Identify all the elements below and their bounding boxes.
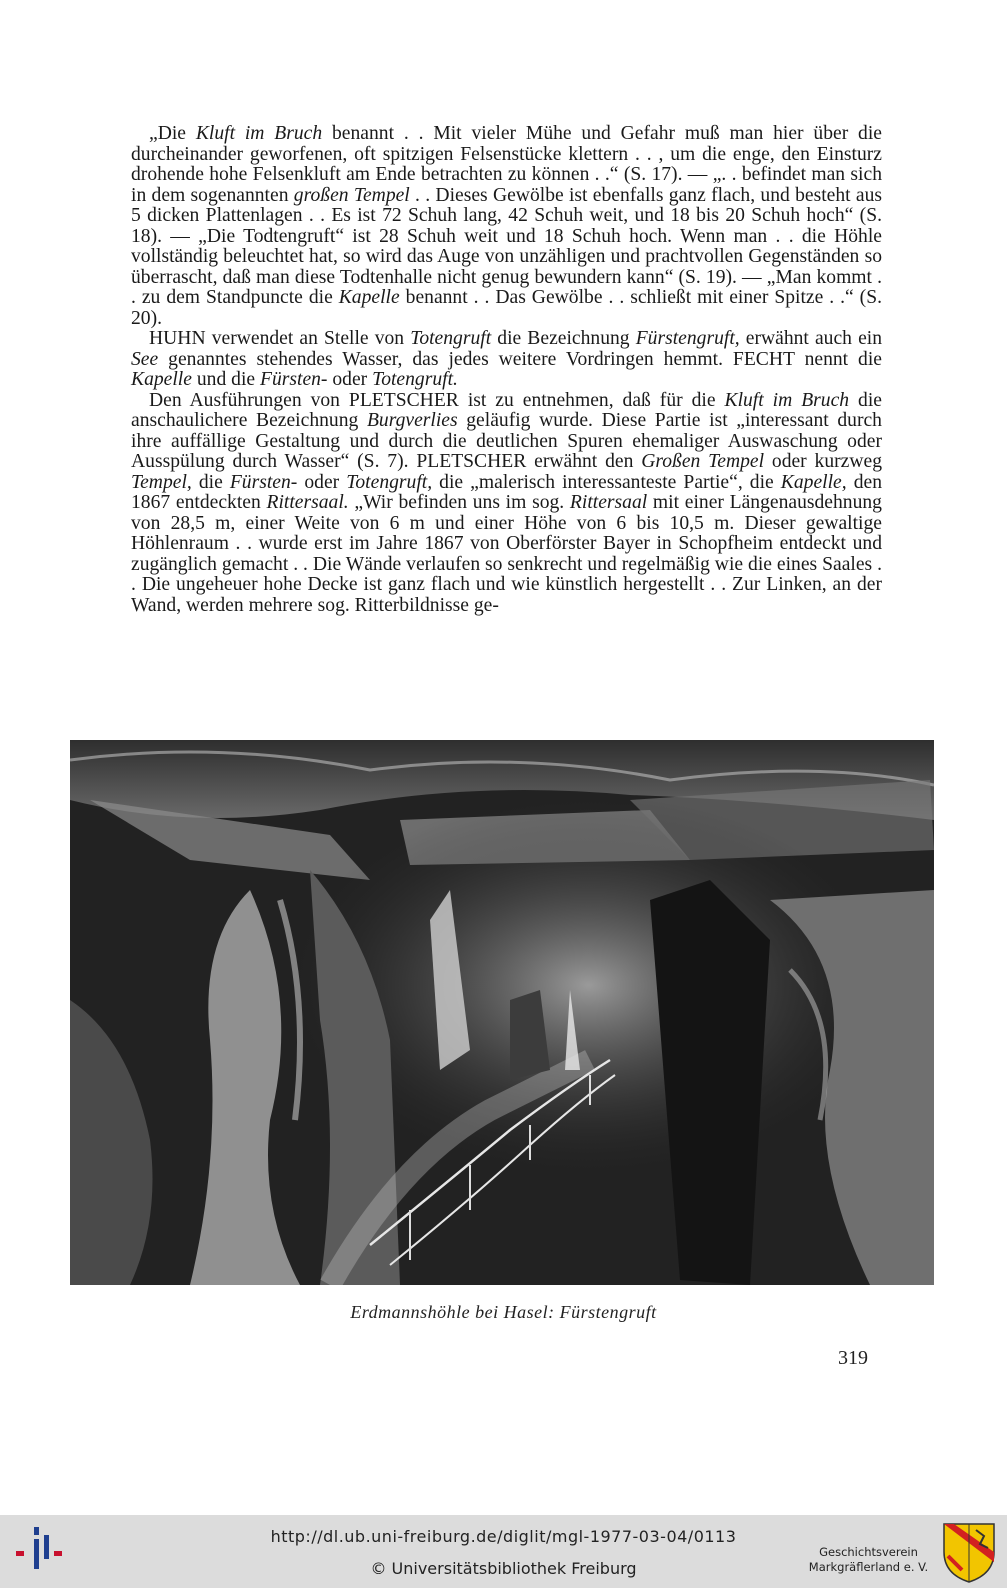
- text-run: benannt . . Das Gewölbe . . schließt mit einer Spitze . .“ (S. 20).: [131, 287, 882, 329]
- italic-term: Totengruft,: [346, 471, 433, 493]
- text-run: die anschaulichere Bezeichnung: [131, 389, 882, 431]
- italic-term: Fürstengruft,: [635, 328, 740, 349]
- italic-term: Tempel,: [131, 471, 192, 493]
- text-run: „Die: [149, 123, 196, 144]
- figure-caption: Erdmannshöhle bei Hasel: Fürstengruft: [350, 1302, 657, 1322]
- text-run: erwähnt auch ein: [739, 328, 883, 349]
- society-name-line2: Markgräflerland e. V.: [808, 1560, 929, 1574]
- text-run: . . Dieses Gewölbe ist ebenfalls ganz flach, und besteht aus 5 dicken Plattenlagen . . Es ist 72 Schuh lang, 42 Schuh weit, und 18 bis 20 Schuh hoch“ (S. 18). — „Die Todtengruft“ ist 28 Schuh weit und 18 Schuh hoch. Wenn man . . die Höhle vollständig beleuchtet hat, so wird das Auge von unzähligen und prachtvollen Gegenständen so überrascht, daß man diese Todtenhalle nicht genug bewundern kann“ (S. 19). — „Man kommt . . zu dem Standpuncte die: [131, 184, 883, 308]
- society-name: [806, 1545, 931, 1575]
- text-run: genanntes stehendes Wasser, das jedes weitere Vordringen hemmt. FECHT nennt die: [158, 348, 882, 370]
- coat-of-arms-icon: [940, 1522, 998, 1589]
- footer-url[interactable]: http://dl.ub.uni-freiburg.de/diglit/mgl-1977-03-04/0113: [270, 1527, 737, 1546]
- italic-term: großen Tempel: [293, 184, 410, 206]
- text-run: mit einer Längenausdehnung von 28,5 m, einer Weite von 6 m und einer Höhe von 6 bis 10,5 m. Dieser gewaltige Höhlenraum . . wurde erst im Jahre 1867 von Oberförster Bayer in Schopfheim entdeckt und zugänglich gemacht . . Die Wände verlaufen so senkrecht und regelmäßig wie die eines Saales . . Die ungeheuer hohe Decke ist ganz flach und wie künstlich hergestellt . . Zur Linken, an der Wand, werden mehrere sog. Ritterbildnisse ge-: [131, 492, 882, 616]
- text-run: die: [191, 471, 230, 493]
- italic-term: Großen Tempel: [641, 451, 765, 472]
- page-number: 319: [838, 1347, 868, 1369]
- footer-copyright: © Universitätsbibliothek Freiburg: [370, 1559, 637, 1578]
- text-run: geläufig wurde. Diese Partie ist „interessant durch ihre auffällige Gestaltung und durch die deutlichen Spuren ehemaliger Auswaschung oder Ausspülung durch Wasser“ (S. 7). PLETSCHER erwähnt den: [131, 410, 882, 472]
- text-run: die Bezeichnung: [491, 328, 636, 349]
- italic-term: Kapelle,: [780, 471, 847, 493]
- italic-term: Rittersaal: [569, 492, 648, 513]
- italic-term: Kluft im Bruch: [195, 123, 323, 144]
- italic-term: Kluft im Bruch: [724, 389, 850, 411]
- italic-term: Totengruft.: [372, 369, 458, 390]
- text-run: den 1867 entdeckten: [131, 471, 882, 513]
- text-run: HUHN verwendet an Stelle von: [149, 328, 411, 349]
- italic-term: Fürsten-: [229, 471, 298, 493]
- body-text: [131, 124, 882, 616]
- paragraph-1: [131, 124, 882, 329]
- italic-term: See: [131, 348, 159, 370]
- italic-term: Kapelle: [131, 369, 192, 390]
- text-run: und die: [191, 369, 260, 390]
- text-run: Den Ausführungen von PLETSCHER ist zu entnehmen, daß für die: [149, 389, 725, 411]
- paragraph-2: [131, 329, 882, 391]
- society-name-line1: Geschichtsverein: [819, 1545, 918, 1559]
- italic-term: Fürsten-: [259, 369, 328, 390]
- italic-term: Rittersaal.: [266, 492, 349, 513]
- text-run: oder: [327, 369, 373, 390]
- paragraph-3: [131, 391, 882, 617]
- italic-term: Totengruft: [410, 328, 492, 349]
- text-run: „Wir befinden uns im sog.: [348, 492, 570, 513]
- text-run: die „malerisch interessanteste Partie“, die: [432, 471, 781, 493]
- footer-bar: [0, 1515, 1007, 1588]
- italic-term: Kapelle: [338, 287, 400, 308]
- text-run: oder: [297, 471, 347, 493]
- text-run: benannt . . Mit vieler Mühe und Gefahr muß man hier über die durcheinander geworfenen, oft spitzigen Felsenstücke klettern . . , um die enge, den Einsturz drohende hohe Felsenkluft am Ende betrachten zu können . .“ (S. 17). — „. . befindet man sich in dem sogenannten: [131, 123, 882, 206]
- italic-term: Burgverlies: [366, 410, 458, 431]
- text-run: oder kurzweg: [764, 451, 882, 472]
- cave-photograph: [70, 740, 934, 1285]
